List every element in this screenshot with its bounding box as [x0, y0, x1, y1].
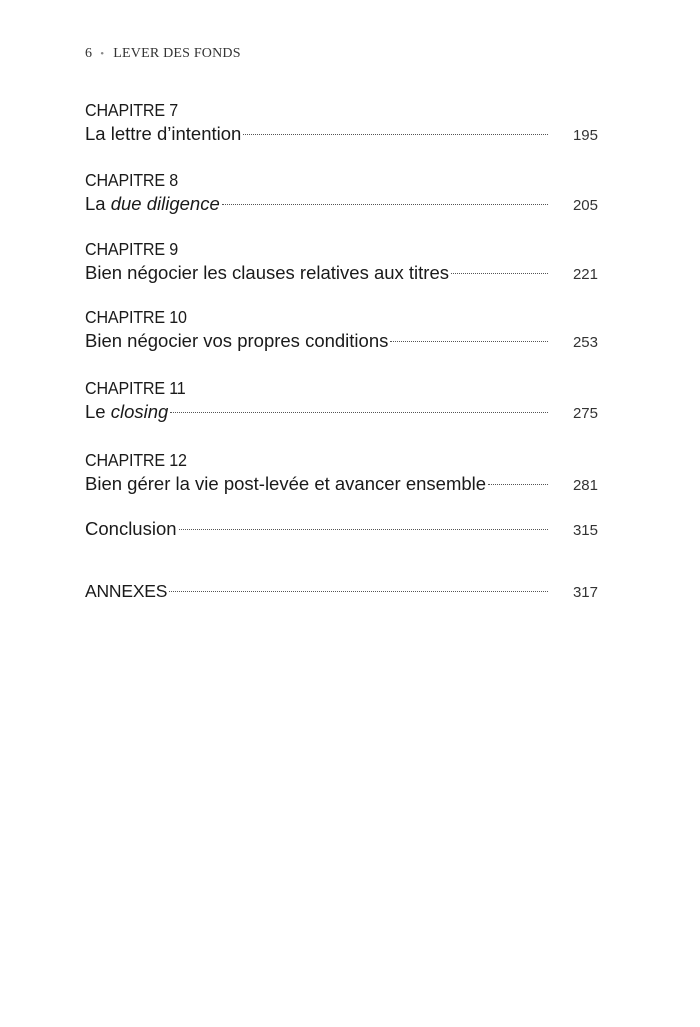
toc-entry-chapter-7[interactable]	[85, 98, 598, 146]
leader-dots	[222, 204, 548, 205]
leader-dots	[170, 412, 548, 413]
leader-dots	[243, 134, 548, 135]
header-separator-bullet: •	[100, 48, 105, 60]
toc-entry-chapter-12[interactable]	[85, 448, 598, 496]
header-book-title: LEVER DES FONDS	[113, 46, 241, 61]
toc-entry-annexes[interactable]	[85, 579, 598, 603]
page-number: 315	[572, 522, 598, 539]
chapter-label: CHAPITRE 12	[85, 450, 187, 470]
page-number: 281	[572, 477, 598, 494]
toc-title: Bien négocier vos propres conditions	[85, 330, 389, 351]
toc-line	[85, 329, 598, 353]
chapter-label: CHAPITRE 7	[85, 100, 178, 120]
toc-line	[85, 579, 598, 603]
page-number: 195	[572, 127, 598, 144]
toc-title	[85, 192, 220, 216]
chapter-label: CHAPITRE 8	[85, 170, 178, 190]
toc-line	[85, 400, 598, 424]
toc-line	[85, 122, 598, 146]
chapter-label: CHAPITRE 10	[85, 307, 187, 327]
toc-entry-chapter-8[interactable]	[85, 168, 598, 216]
leader-dots	[169, 591, 548, 592]
chapter-label: CHAPITRE 9	[85, 239, 178, 259]
chapter-label: CHAPITRE 11	[85, 378, 186, 398]
toc-line	[85, 261, 598, 285]
toc-title-italic: due diligence	[110, 193, 220, 214]
page-number: 275	[572, 405, 598, 422]
page-number: 317	[572, 584, 598, 601]
running-head	[85, 46, 241, 62]
toc-title-italic: closing	[110, 401, 169, 422]
leader-dots	[390, 341, 548, 342]
toc-entry-chapter-10[interactable]	[85, 305, 598, 353]
header-page-number: 6	[85, 46, 93, 61]
leader-dots	[488, 484, 548, 485]
toc-title: Bien gérer la vie post-levée et avancer ensemble	[85, 473, 487, 494]
toc-title: Conclusion	[85, 518, 177, 539]
toc-title: La lettre d’intention	[85, 123, 242, 144]
toc-line	[85, 517, 598, 541]
page-number: 221	[572, 266, 598, 283]
toc-title-prefix: Le	[85, 401, 111, 422]
toc-line	[85, 472, 598, 496]
leader-dots	[451, 273, 548, 274]
toc-entry-chapter-9[interactable]	[85, 237, 598, 285]
toc-line	[85, 192, 598, 216]
toc-entry-conclusion[interactable]	[85, 517, 598, 541]
leader-dots	[179, 529, 548, 530]
toc-title: ANNEXES	[85, 581, 168, 601]
toc-entry-chapter-11[interactable]	[85, 376, 598, 424]
page-number: 253	[572, 334, 598, 351]
toc-title: Bien négocier les clauses relatives aux titres	[85, 262, 450, 283]
toc-title	[85, 400, 168, 424]
toc-title-prefix: La	[85, 193, 111, 214]
page-number: 205	[572, 197, 598, 214]
